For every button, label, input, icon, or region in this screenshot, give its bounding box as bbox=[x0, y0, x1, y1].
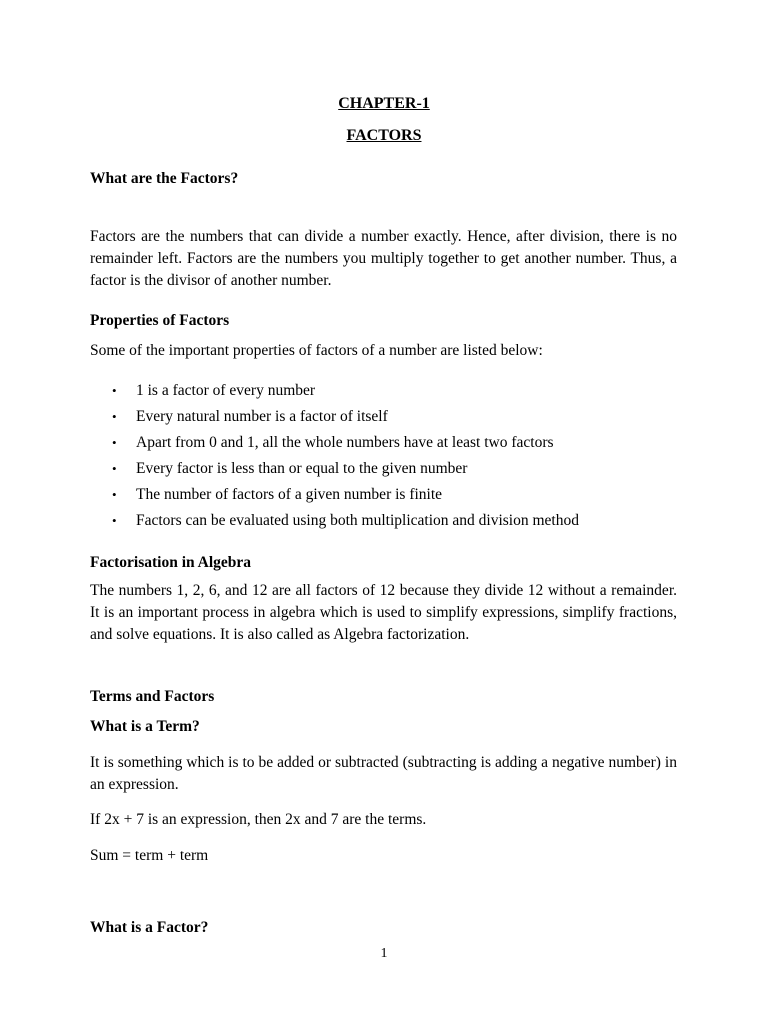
paragraph-factors-definition: Factors are the numbers that can divide a number exactly. Hence, after division, there is no remainder left. Factors are the numbers you multiply together to get another number. Thus, a factor is the divisor of another number. bbox=[90, 228, 677, 289]
page-title: FACTORS bbox=[346, 127, 422, 144]
bullet-icon: • bbox=[112, 487, 117, 502]
list-item: • Apart from 0 and 1, all the whole numbers have at least two factors bbox=[112, 434, 554, 451]
heading-what-are-factors: What are the Factors? bbox=[90, 170, 239, 187]
heading-properties: Properties of Factors bbox=[90, 312, 230, 329]
heading-algebra: Factorisation in Algebra bbox=[90, 554, 252, 571]
bullet-icon: • bbox=[112, 513, 117, 528]
paragraph-term-definition: It is something which is to be added or subtracted (subtracting is adding a negative number) in an expression. bbox=[90, 754, 677, 793]
sum-formula: Sum = term + term bbox=[90, 847, 209, 864]
list-item: • 1 is a factor of every number bbox=[112, 382, 316, 399]
page-number: 1 bbox=[380, 946, 388, 961]
list-item: • Every natural number is a factor of itself bbox=[112, 408, 388, 425]
bullet-icon: • bbox=[112, 409, 117, 424]
properties-list bbox=[112, 381, 579, 537]
list-item: • The number of factors of a given number is finite bbox=[112, 486, 443, 503]
paragraph-algebra: The numbers 1, 2, 6, and 12 are all factors of 12 because they divide 12 without a remainder. It is an important process in algebra which is used to simplify expressions, simplify fractions, and solve equations. It is also called as Algebra factorization. bbox=[90, 582, 677, 643]
heading-what-is-factor: What is a Factor? bbox=[90, 919, 209, 936]
heading-terms-and-factors: Terms and Factors bbox=[90, 688, 215, 705]
bullet-icon: • bbox=[112, 383, 117, 398]
bullet-icon: • bbox=[112, 435, 117, 450]
term-example: If 2x + 7 is an expression, then 2x and 7 are the terms. bbox=[90, 811, 427, 828]
list-item: • Every factor is less than or equal to the given number bbox=[112, 460, 468, 477]
bullet-icon: • bbox=[112, 461, 117, 476]
list-item: • Factors can be evaluated using both multiplication and division method bbox=[112, 512, 579, 529]
properties-intro: Some of the important properties of factors of a number are listed below: bbox=[90, 342, 543, 359]
chapter-label: CHAPTER-1 bbox=[338, 95, 430, 112]
heading-what-is-term: What is a Term? bbox=[90, 718, 200, 735]
